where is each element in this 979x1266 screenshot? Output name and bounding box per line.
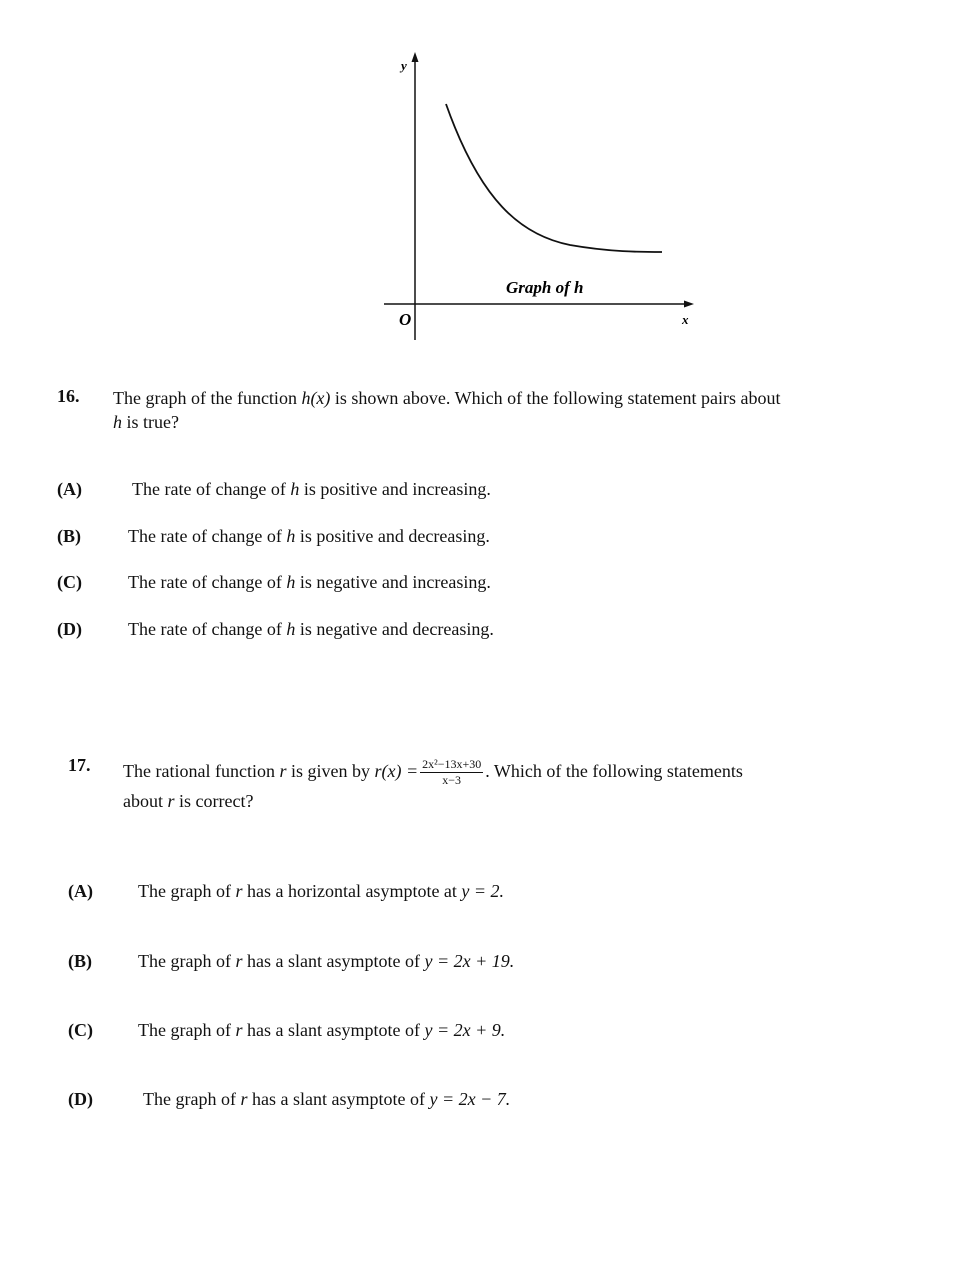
- q17-option-c-label[interactable]: (C): [68, 1020, 93, 1040]
- q17-option-d-eq: y = 2x − 7.: [429, 1089, 511, 1109]
- q17-option-c-text[interactable]: [138, 1020, 505, 1041]
- q16-option-c-post: is negative and increasing.: [295, 572, 491, 592]
- q17-option-c-pre: The graph of: [138, 1020, 236, 1040]
- q16-option-a-pre: The rate of change of: [132, 479, 291, 499]
- q17-option-b-pre: The graph of: [138, 951, 236, 971]
- q17-option-b-text[interactable]: [138, 951, 514, 972]
- x-axis-label: x: [682, 312, 689, 327]
- origin-label: O: [399, 310, 412, 329]
- q17-stem: [123, 753, 923, 813]
- q17-fraction-denominator: x−3: [442, 773, 462, 788]
- q17-option-d-text[interactable]: [143, 1089, 510, 1110]
- q17-option-c-eq: y = 2x + 9.: [424, 1020, 506, 1040]
- q17-option-a-post: has a horizontal asymptote at: [242, 881, 462, 901]
- q16-option-d-text[interactable]: [128, 619, 494, 640]
- curve-label: Graph of h: [506, 278, 584, 297]
- q16-stem-post: is shown above. Which of the following statement pairs about: [330, 388, 781, 408]
- q16-option-d-label[interactable]: (D): [57, 619, 82, 639]
- q16-stem-line2-var: h: [113, 412, 122, 432]
- q17-stem-pre: The rational function: [123, 761, 280, 781]
- q17-option-b-label[interactable]: (B): [68, 951, 92, 971]
- q16-stem-func: h(x): [301, 388, 331, 408]
- q16-option-b-var: h: [286, 526, 296, 546]
- q17-fraction-numerator: 2x²−13x+30: [422, 757, 482, 772]
- q17-option-c-var: r: [235, 1020, 243, 1040]
- q17-option-c-post: has a slant asymptote of: [242, 1020, 425, 1040]
- q16-option-b-post: is positive and decreasing.: [295, 526, 490, 546]
- q17-stem-post: . Which of the following statements: [485, 761, 743, 781]
- q17-stem-var: r: [279, 761, 287, 781]
- q17-number: 17.: [68, 755, 91, 775]
- q16-option-d-pre: The rate of change of: [128, 619, 287, 639]
- q16-option-d-var: h: [286, 619, 296, 639]
- q16-option-b-text[interactable]: [128, 526, 490, 547]
- q17-option-a-text[interactable]: [138, 881, 504, 902]
- y-axis-arrow: [412, 52, 419, 62]
- q16-option-a-text[interactable]: [132, 479, 491, 500]
- q17-option-a-eq: y = 2.: [461, 881, 505, 901]
- q16-option-c-label[interactable]: (C): [57, 572, 82, 592]
- q16-option-a-label[interactable]: (A): [57, 479, 82, 499]
- q17-fraction: [420, 757, 483, 788]
- q17-option-b-post: has a slant asymptote of: [242, 951, 425, 971]
- q17-stem-func: r(x) =: [374, 761, 419, 781]
- x-axis-arrow: [684, 301, 694, 308]
- q17-option-a-pre: The graph of: [138, 881, 236, 901]
- q17-option-d-pre: The graph of: [143, 1089, 241, 1109]
- q17-option-a-var: r: [235, 881, 243, 901]
- q17-option-b-var: r: [235, 951, 243, 971]
- q16-option-b-label[interactable]: (B): [57, 526, 81, 546]
- q17-stem-line2-post: is correct?: [174, 791, 254, 811]
- h-curve: [446, 104, 662, 252]
- q17-stem-mid: is given by: [286, 761, 375, 781]
- q17-option-a-label[interactable]: (A): [68, 881, 93, 901]
- graph-svg: [370, 40, 710, 350]
- y-axis-label: y: [401, 58, 407, 73]
- q16-number: 16.: [57, 386, 80, 406]
- q17-option-d-post: has a slant asymptote of: [247, 1089, 430, 1109]
- q16-option-c-text[interactable]: [128, 572, 491, 593]
- q16-option-c-var: h: [286, 572, 296, 592]
- q17-option-d-label[interactable]: (D): [68, 1089, 93, 1109]
- q16-stem: [113, 386, 913, 434]
- q16-stem-pre: The graph of the function: [113, 388, 302, 408]
- q16-stem-line2: is true?: [122, 412, 179, 432]
- q17-stem-line2-pre: about: [123, 791, 168, 811]
- graph-figure: [370, 40, 710, 350]
- q16-option-b-pre: The rate of change of: [128, 526, 287, 546]
- q16-option-a-var: h: [290, 479, 300, 499]
- q17-option-d-var: r: [240, 1089, 248, 1109]
- q17-stem-line2-var: r: [167, 791, 175, 811]
- q17-option-b-eq: y = 2x + 19.: [424, 951, 515, 971]
- q16-option-a-post: is positive and increasing.: [299, 479, 491, 499]
- q16-option-d-post: is negative and decreasing.: [295, 619, 494, 639]
- q16-option-c-pre: The rate of change of: [128, 572, 287, 592]
